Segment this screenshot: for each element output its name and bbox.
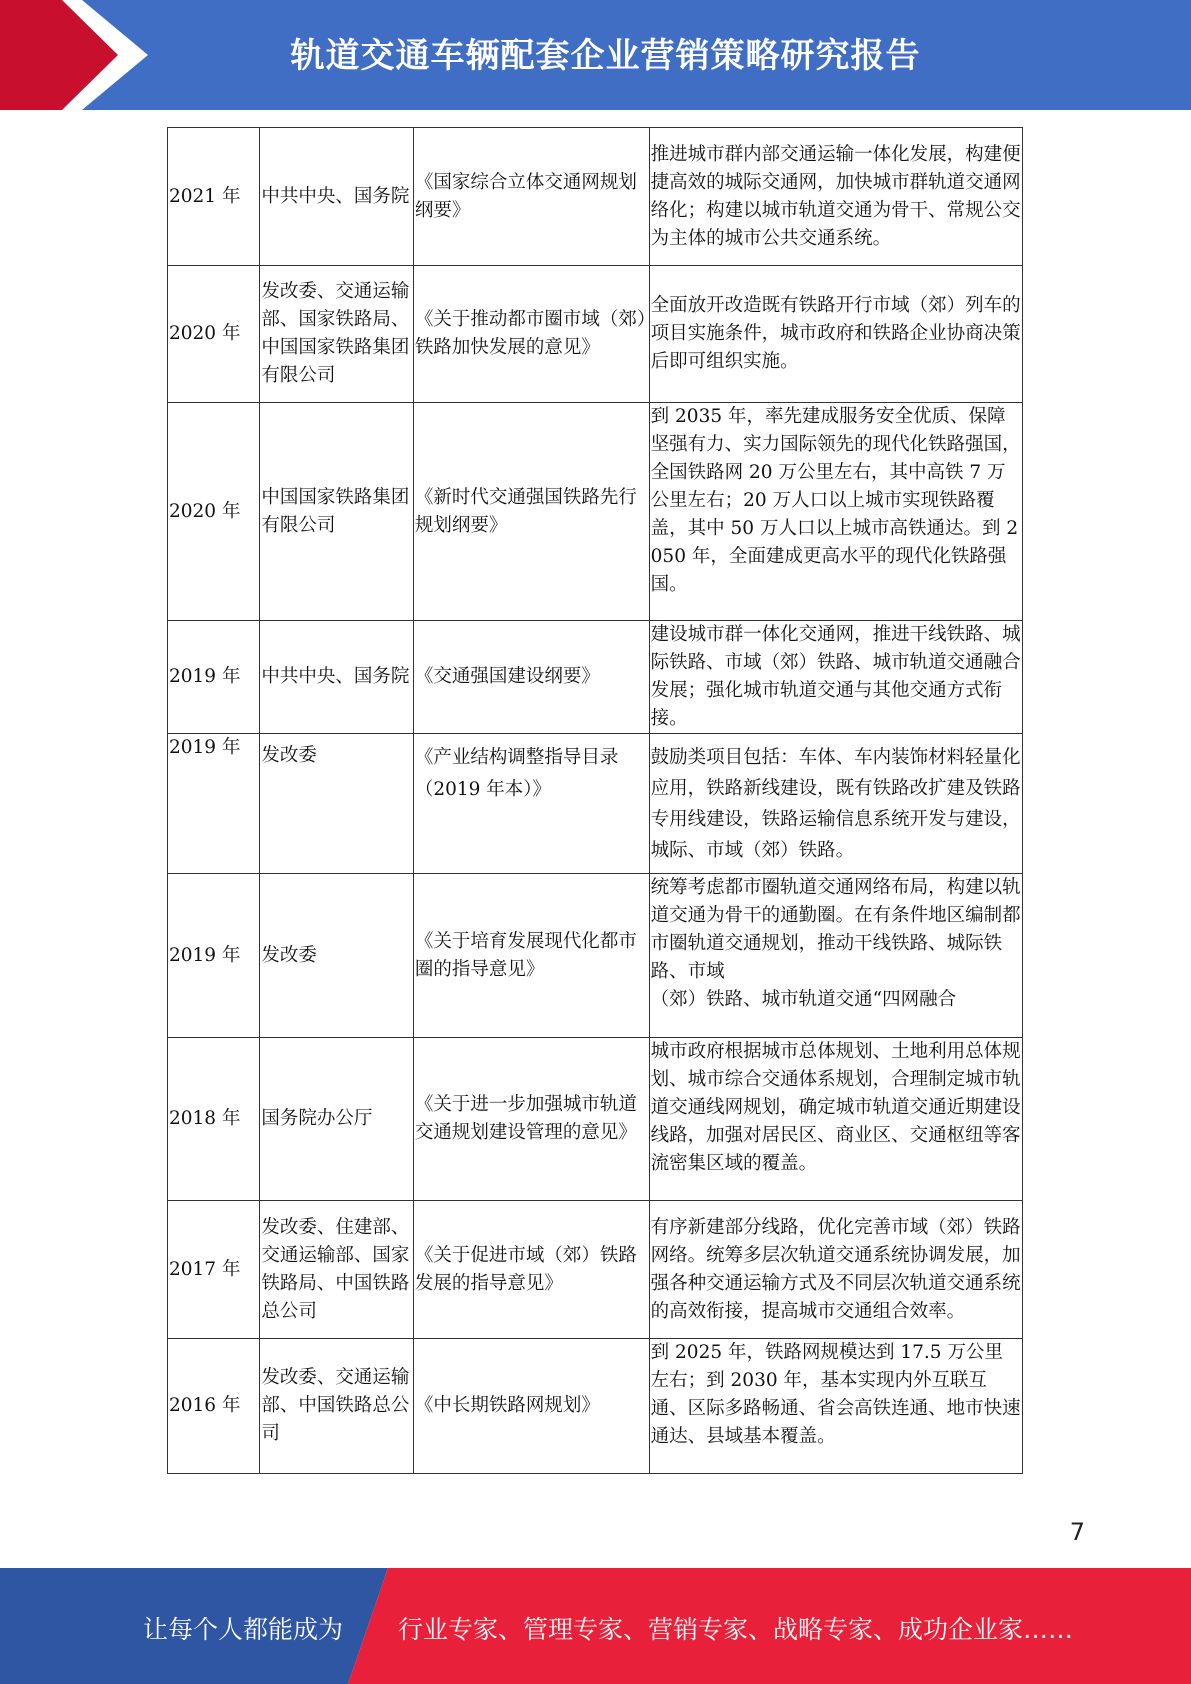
content-cell: 全面放开改造既有铁路开行市域（郊）列车的项目实施条件，城市政府和铁路企业协商决策后即可组织实施。	[649, 266, 1022, 403]
year-cell: 2020 年	[168, 403, 260, 621]
year-cell: 2017 年	[168, 1201, 260, 1339]
year-cell: 2016 年	[168, 1339, 260, 1474]
issuer-cell: 发改委、交通运输部、国家铁路局、中国国家铁路集团有限公司	[260, 266, 414, 403]
report-title: 轨道交通车辆配套企业营销策略研究报告	[290, 36, 921, 76]
year-cell: 2019 年	[168, 621, 260, 734]
document-cell: 《关于推动都市圈市域（郊）铁路加快发展的意见》	[413, 266, 649, 403]
content-cell: 统筹考虑都市圈轨道交通网络布局，构建以轨道交通为骨干的通勤圈。在有条件地区编制都市圈轨道交通规划，推动干线铁路、城际铁路、市域 （郊）铁路、城市轨道交通“四网融合	[649, 874, 1022, 1038]
issuer-cell: 发改委	[260, 874, 414, 1038]
content-cell: 鼓励类项目包括：车体、车内装饰材料轻量化应用，铁路新线建设，既有铁路改扩建及铁路专用线建设，铁路运输信息系统开发与建设，城际、市域（郊）铁路。	[649, 734, 1022, 874]
issuer-cell: 中国国家铁路集团有限公司	[260, 403, 414, 621]
table-row	[168, 621, 1023, 734]
table-row	[168, 874, 1023, 1038]
table-row	[168, 1339, 1023, 1474]
content-cell: 建设城市群一体化交通网，推进干线铁路、城际铁路、市域（郊）铁路、城市轨道交通融合发展；强化城市轨道交通与其他交通方式衔接。	[649, 621, 1022, 734]
issuer-cell: 发改委、住建部、交通运输部、国家铁路局、中国铁路总公司	[260, 1201, 414, 1339]
page-footer	[0, 1568, 1191, 1684]
document-cell: 《交通强国建设纲要》	[413, 621, 649, 734]
year-cell: 2019 年	[168, 874, 260, 1038]
content-cell: 推进城市群内部交通运输一体化发展，构建便捷高效的城际交通网，加快城市群轨道交通网络化；构建以城市轨道交通为骨干、常规公交为主体的城市公共交通系统。	[649, 128, 1022, 266]
content-cell: 到 2035 年，率先建成服务安全优质、保障坚强有力、实力国际领先的现代化铁路强国，全国铁路网 20 万公里左右，其中高铁 7 万公里左右；20 万人口以上城市实现铁路覆盖，其中 50 万人口以上城市高铁通达。到 2050 年，全面建成更高水平的现代化铁路强国。	[649, 403, 1022, 621]
page-number: 7	[1069, 1518, 1085, 1546]
table-row	[168, 266, 1023, 403]
document-cell: 《关于进一步加强城市轨道交通规划建设管理的意见》	[413, 1038, 649, 1201]
content-cell: 城市政府根据城市总体规划、土地利用总体规划、城市综合交通体系规划，合理制定城市轨道交通线网规划，确定城市轨道交通近期建设线路，加强对居民区、商业区、交通枢纽等客流密集区域的覆盖。	[649, 1038, 1022, 1201]
table-row	[168, 1201, 1023, 1339]
issuer-cell: 中共中央、国务院	[260, 621, 414, 734]
document-cell: 《新时代交通强国铁路先行规划纲要》	[413, 403, 649, 621]
content-cell: 有序新建部分线路，优化完善市域（郊）铁路网络。统筹多层次轨道交通系统协调发展，加强各种交通运输方式及不同层次轨道交通系统的高效衔接，提高城市交通组合效率。	[649, 1201, 1022, 1339]
document-cell: 《关于培育发展现代化都市圈的指导意见》	[413, 874, 649, 1038]
issuer-cell: 发改委	[260, 734, 414, 874]
document-cell: 《中长期铁路网规划》	[413, 1339, 649, 1474]
page-header	[0, 0, 1191, 110]
content-cell: 到 2025 年，铁路网规模达到 17.5 万公里左右；到 2030 年，基本实现内外互联互通、区际多路畅通、省会高铁连通、地市快速通达、县域基本覆盖。	[649, 1339, 1022, 1474]
document-cell: 《关于促进市域（郊）铁路发展的指导意见》	[413, 1201, 649, 1339]
footer-slogan-right: 行业专家、管理专家、营销专家、战略专家、成功企业家……	[398, 1615, 1074, 1644]
policy-table	[167, 127, 1023, 1474]
footer-slogan-left: 让每个人都能成为	[143, 1615, 344, 1644]
year-cell: 2020 年	[168, 266, 260, 403]
table-row	[168, 734, 1023, 874]
document-cell: 《产业结构调整指导目录（2019 年本）》	[413, 734, 649, 874]
table-row	[168, 403, 1023, 621]
issuer-cell: 发改委、交通运输部、中国铁路总公司	[260, 1339, 414, 1474]
year-cell: 2021 年	[168, 128, 260, 266]
table-row	[168, 128, 1023, 266]
table-row	[168, 1038, 1023, 1201]
year-cell: 2019 年	[168, 734, 260, 874]
issuer-cell: 中共中央、国务院	[260, 128, 414, 266]
year-cell: 2018 年	[168, 1038, 260, 1201]
policy-table-container	[167, 127, 1023, 1474]
document-cell: 《国家综合立体交通网规划纲要》	[413, 128, 649, 266]
issuer-cell: 国务院办公厅	[260, 1038, 414, 1201]
